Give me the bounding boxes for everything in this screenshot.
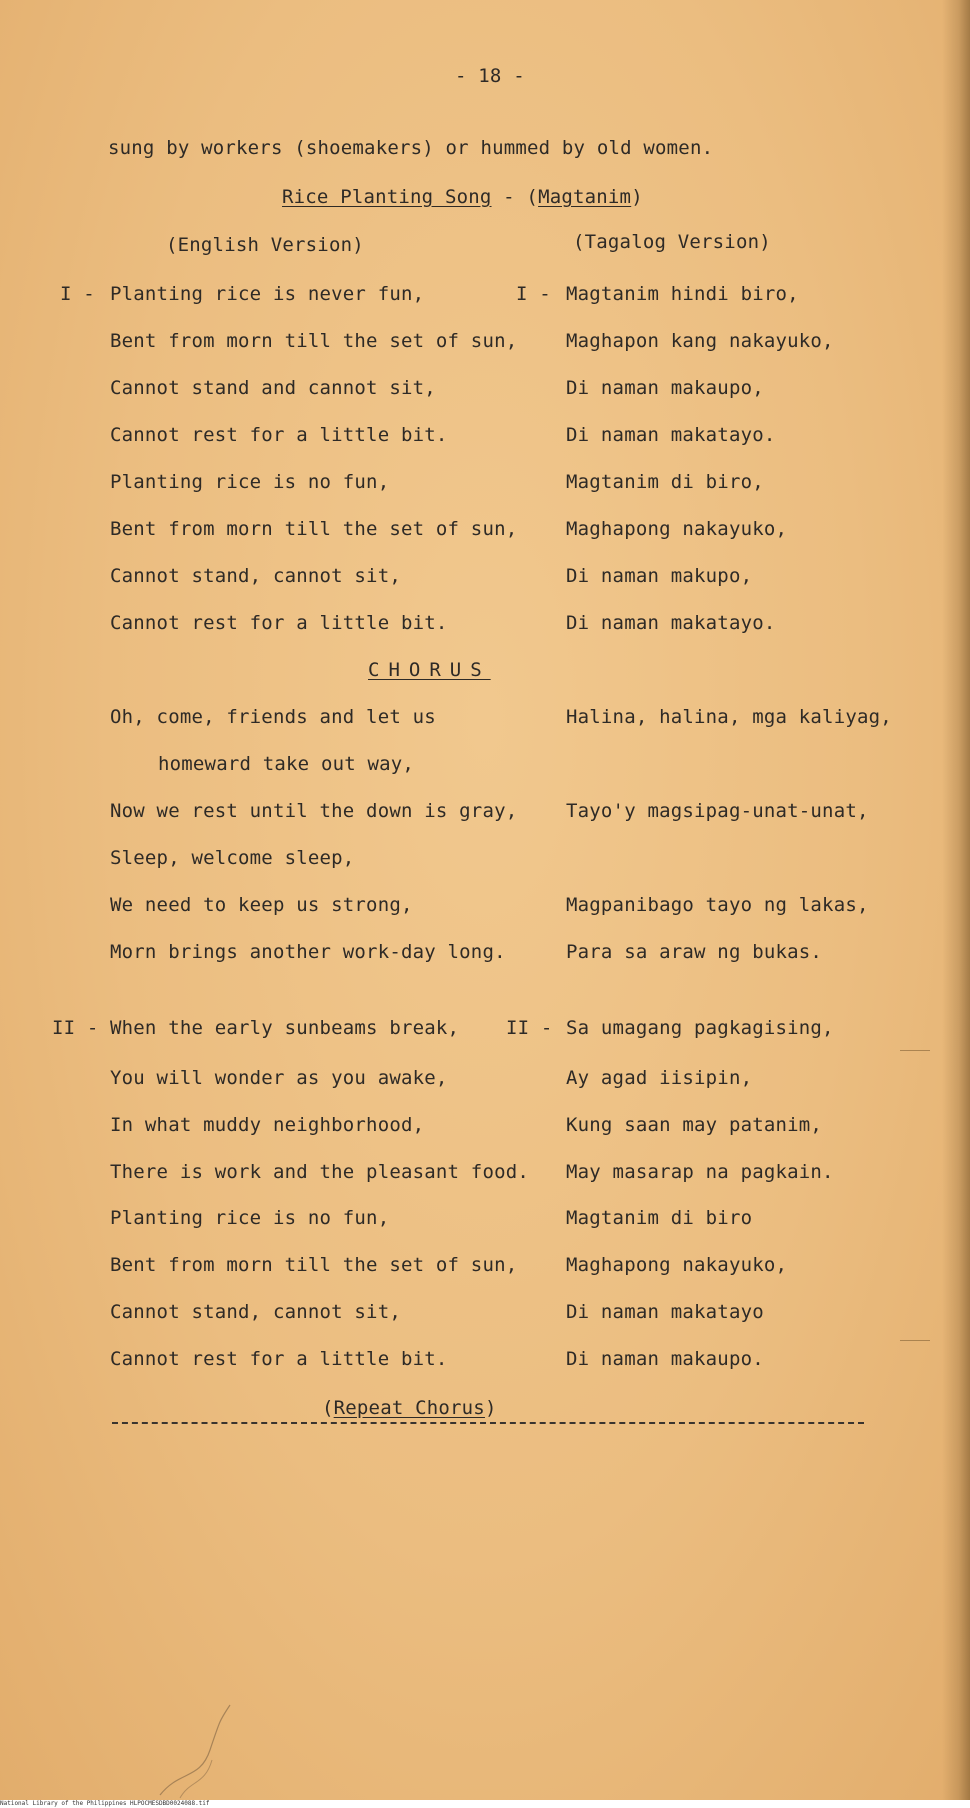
verse1-english-line: Bent from morn till the set of sun,	[110, 518, 518, 540]
verse2-tagalog-line: Sa umagang pagkagising,	[566, 1017, 834, 1039]
song-title-english: Rice Planting Song	[282, 186, 492, 208]
verse2-english-line: You will wonder as you awake,	[110, 1067, 448, 1089]
verse1-english-line: Planting rice is never fun,	[110, 283, 425, 305]
chorus-english-line: Morn brings another work-day long.	[110, 941, 506, 963]
intro-line: sung by workers (shoemakers) or hummed by old women.	[108, 137, 714, 159]
verse1-tagalog-line: Di naman makupo,	[566, 565, 753, 587]
english-version-header: (English Version)	[166, 234, 364, 256]
verse2-tagalog-line: Magtanim di biro	[566, 1207, 753, 1229]
verse2-english-line: In what muddy neighborhood,	[110, 1114, 425, 1136]
chorus-tagalog-line: Magpanibago tayo ng lakas,	[566, 894, 869, 916]
verse2-english-line: Cannot rest for a little bit.	[110, 1348, 448, 1370]
chorus-english-line: homeward take out way,	[158, 753, 415, 775]
verse1-tagalog-line: Maghapon kang nakayuko,	[566, 330, 834, 352]
verse1-english-line: Cannot stand and cannot sit,	[110, 377, 436, 399]
scan-footer-text: National Library of the Philippines HLPOCMESDBD0024088.tif	[0, 1800, 210, 1807]
page-edge-shadow	[942, 0, 970, 1800]
chorus-english-line: Oh, come, friends and let us	[110, 706, 436, 728]
verse2-tagalog-line: May masarap na pagkain.	[566, 1161, 834, 1183]
verse1-english-line: Planting rice is no fun,	[110, 471, 390, 493]
verse1-tagalog-line: Di naman makatayo.	[566, 424, 776, 446]
verse2-tagalog-line: Di naman makaupo.	[566, 1348, 764, 1370]
verse1-label-english: I -	[60, 283, 95, 305]
verse1-english-line: Bent from morn till the set of sun,	[110, 330, 518, 352]
page-number: - 18 -	[455, 65, 525, 87]
chorus-tagalog-line: Para sa araw ng bukas.	[566, 941, 823, 963]
verse1-tagalog-line: Di naman makaupo,	[566, 377, 764, 399]
song-title-close: )	[631, 186, 643, 208]
verse2-label-tagalog: II -	[506, 1017, 553, 1039]
repeat-chorus-note	[322, 1396, 497, 1420]
verse1-english-line: Cannot stand, cannot sit,	[110, 565, 401, 587]
verse2-tagalog-line: Di naman makatayo	[566, 1301, 764, 1323]
chorus-english-line: Sleep, welcome sleep,	[110, 847, 355, 869]
verse2-english-line: When the early sunbeams break,	[110, 1017, 460, 1039]
verse2-english-line: There is work and the pleasant food.	[110, 1161, 530, 1183]
verse1-tagalog-line: Di naman makatayo.	[566, 612, 776, 634]
song-title	[282, 185, 643, 209]
verse2-tagalog-line: Kung saan may patanim,	[566, 1114, 823, 1136]
chorus-tagalog-line: Halina, halina, mga kaliyag,	[566, 706, 892, 728]
chorus-heading: CHORUS	[368, 659, 491, 681]
song-title-native: Magtanim	[538, 186, 632, 208]
chorus-english-line: We need to keep us strong,	[110, 894, 413, 916]
verse2-tagalog-line: Ay agad iisipin,	[566, 1067, 753, 1089]
verse1-english-line: Cannot rest for a little bit.	[110, 612, 448, 634]
repeat-chorus-open: (	[322, 1397, 334, 1419]
verse2-english-line: Bent from morn till the set of sun,	[110, 1254, 518, 1276]
paper-crease	[900, 1340, 930, 1341]
verse1-tagalog-line: Magtanim hindi biro,	[566, 283, 799, 305]
verse1-tagalog-line: Maghapong nakayuko,	[566, 518, 788, 540]
chorus-tagalog-line: Tayo'y magsipag-unat-unat,	[566, 800, 869, 822]
pencil-scribble	[150, 1700, 240, 1800]
tagalog-version-header: (Tagalog Version)	[573, 231, 771, 253]
verse2-tagalog-line: Maghapong nakayuko,	[566, 1254, 788, 1276]
verse1-label-tagalog: I -	[516, 283, 551, 305]
song-title-separator: - (	[491, 186, 539, 208]
verse2-label-english: II -	[52, 1017, 99, 1039]
repeat-chorus-text: Repeat Chorus	[333, 1397, 485, 1419]
verse1-tagalog-line: Magtanim di biro,	[566, 471, 764, 493]
end-dashed-rule	[112, 1422, 864, 1424]
repeat-chorus-close: )	[484, 1397, 497, 1419]
paper-crease	[900, 1050, 930, 1051]
verse2-english-line: Cannot stand, cannot sit,	[110, 1301, 401, 1323]
chorus-english-line: Now we rest until the down is gray,	[110, 800, 518, 822]
verse2-english-line: Planting rice is no fun,	[110, 1207, 390, 1229]
verse1-english-line: Cannot rest for a little bit.	[110, 424, 448, 446]
